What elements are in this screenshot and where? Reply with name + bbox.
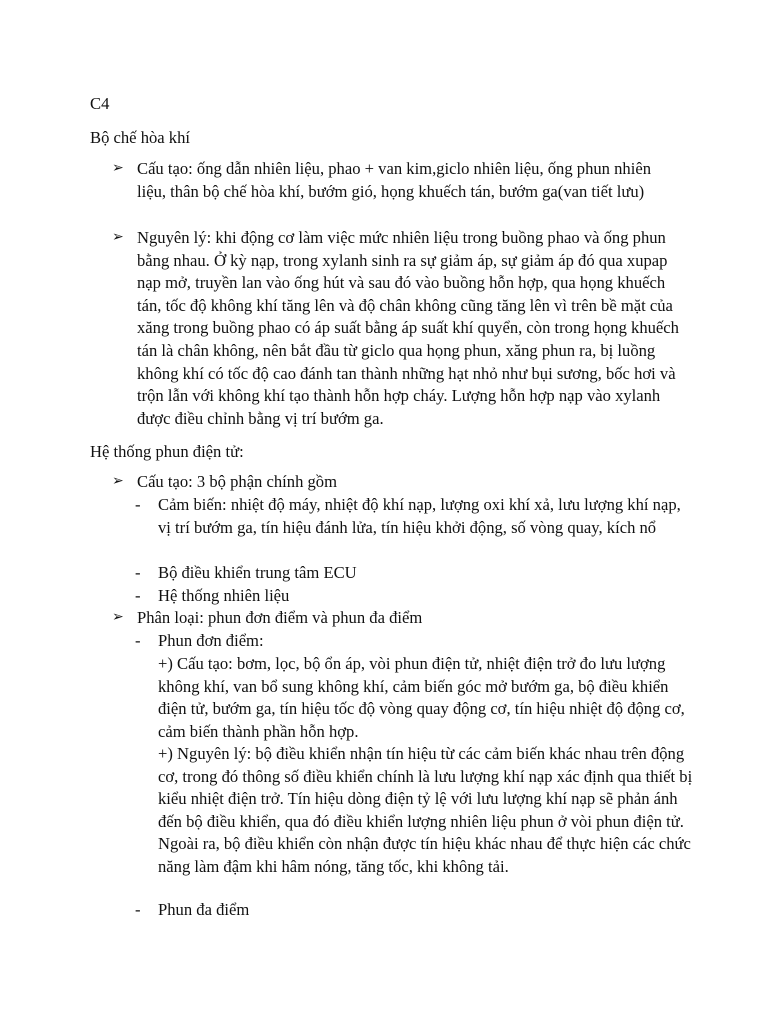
arrow-bullet-icon: ➢ xyxy=(112,230,124,245)
arrow-bullet-icon: ➢ xyxy=(112,474,124,489)
arrow-bullet-icon: ➢ xyxy=(112,161,124,176)
dash-text: Phun đơn điểm: xyxy=(158,631,264,650)
doc-heading: C4 xyxy=(90,94,110,113)
dash-text: Bộ điều khiển trung tâm ECU xyxy=(158,563,357,582)
dash-text: Cảm biến: nhiệt độ máy, nhiệt độ khí nạp, lượng oxi khí xả, lưu lượng khí nạp, vị trí bướm ga, tín hiệu đánh lửa, tín hiệu khởi động, số vòng quay, kích nổ xyxy=(158,495,681,537)
section-title-carburetor: Bộ chế hòa khí xyxy=(90,128,191,147)
dash-marker: - xyxy=(135,495,141,514)
dash-marker: - xyxy=(135,563,141,582)
section-title-efi: Hệ thống phun điện tử: xyxy=(90,442,244,461)
single-point-structure: +) Cấu tạo: bơm, lọc, bộ ổn áp, vòi phun điện tử, nhiệt điện trở đo lưu lượng không khí, van bổ sung không khí, cảm biến góc mở bướm ga, bộ điều khiển điện tử, bướm ga, tín hiệu tốc độ vòng quay động cơ, tín hiệu nhiệt độ động cơ, cảm biến thành phần hỗn hợp. xyxy=(158,654,685,741)
bullet-text: Cấu tạo: 3 bộ phận chính gồm xyxy=(137,472,338,491)
arrow-bullet-icon: ➢ xyxy=(112,610,124,625)
dash-text: Phun đa điểm xyxy=(158,900,250,919)
bullet-text: Phân loại: phun đơn điểm và phun đa điểm xyxy=(137,608,423,627)
bullet-text: Nguyên lý: khi động cơ làm việc mức nhiên liệu trong buồng phao và ống phun bằng nhau. Ở kỳ nạp, trong xylanh sinh ra sự giảm áp, sự giảm áp đó qua xupap nạp mở, truyền lan vào ống hút và sau đó vào buồng hỗn hợp, qua họng khuếch tán, tốc độ không khí tăng lên và độ chân không cũng tăng lên vì trên bề mặt của xăng trong buồng phao có áp suất bằng áp suất khí quyển, còn trong họng khuếch tán là chân không, nên bắt đầu từ giclo qua họng phun, xăng phun ra, bị luồng không khí có tốc độ cao đánh tan thành những hạt nhỏ như bụi sương, bốc hơi và trộn lẫn với không khí tạo thành hỗn hợp cháy. Lượng hỗn hợp nạp vào xylanh được điều chỉnh bằng vị trí bướm ga. xyxy=(137,228,679,428)
dash-marker: - xyxy=(135,586,141,605)
dash-marker: - xyxy=(135,631,141,650)
bullet-text: Cấu tạo: ống dẫn nhiên liệu, phao + van kim,giclo nhiên liệu, ống phun nhiên liệu, thân bộ chế hòa khí, bướm gió, họng khuếch tán, bướm ga(van tiết lưu) xyxy=(137,159,651,201)
dash-text: Hệ thống nhiên liệu xyxy=(158,586,290,605)
single-point-principle: +) Nguyên lý: bộ điều khiển nhận tín hiệu từ các cảm biến khác nhau trên động cơ, trong đó thông số điều khiển chính là lưu lượng khí nạp xác định qua thiết bị kiểu nhiệt điện trở. Tín hiệu dòng điện tỷ lệ với lưu lượng khí nạp sẽ phản ánh đến bộ điều khiển, qua đó điều khiển lượng nhiên liệu phun ở vòi phun điện tử. Ngoài ra, bộ điều khiển còn nhận được tín hiệu khác nhau để thực hiện các chức năng làm đậm khi hâm nóng, tăng tốc, khi không tải. xyxy=(158,744,693,876)
dash-marker: - xyxy=(135,900,141,919)
